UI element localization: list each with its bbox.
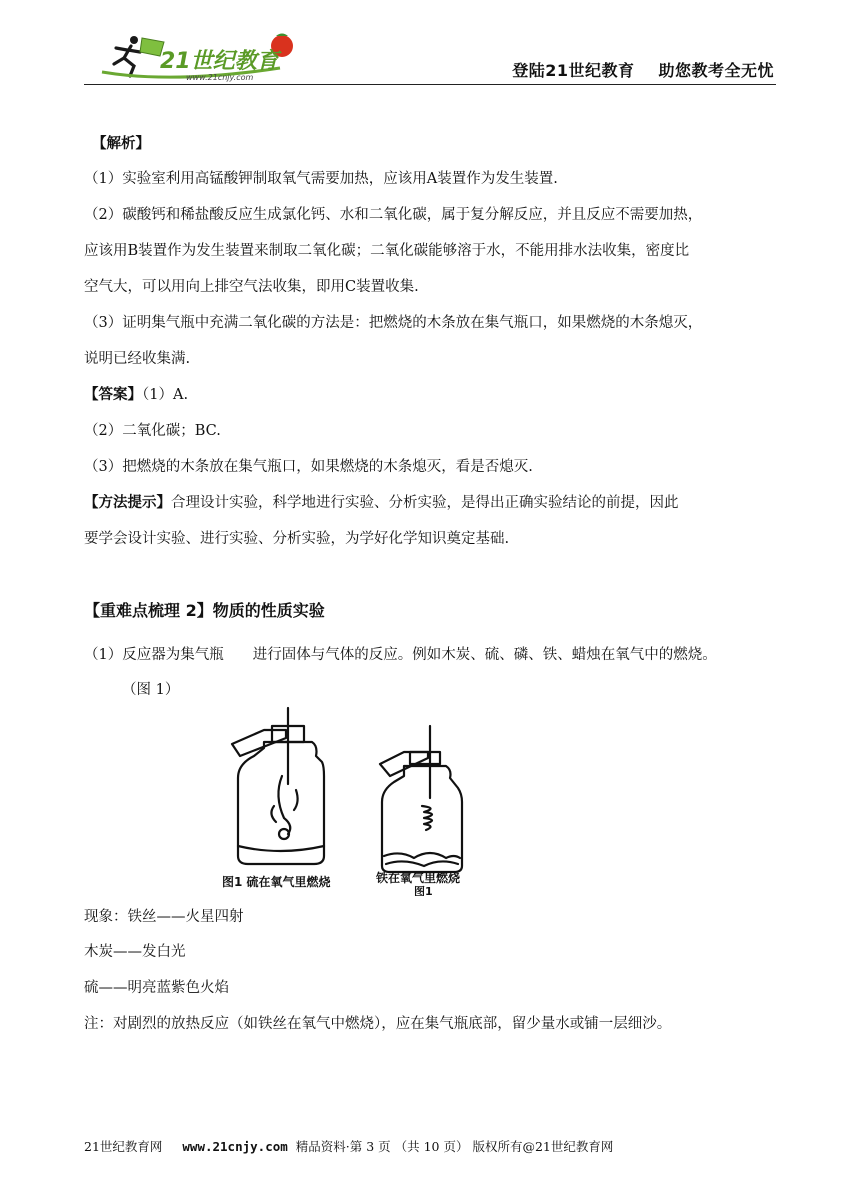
tip-line1 [84,493,679,514]
tip-tag: 【方法提示】 [84,495,171,511]
figure-combustion-jars [214,706,480,896]
answer-a2: （2）二氧化碳；BC. [84,423,221,439]
answer-a3: （3）把燃烧的木条放在集气瓶口，如果燃烧的木条熄灭，看是否熄灭. [84,459,533,475]
analysis-p2-line3: 空气大，可以用向上排空气法收集，即用C装置收集. [84,279,419,295]
tip-text1: 合理设计实验，科学地进行实验、分析实验，是得出正确实验结论的前提，因此 [171,495,679,511]
header-slogan-left: 登陆21世纪教育 [512,61,635,80]
tip-line2: 要学会设计实验、进行实验、分析实验，为学好化学知识奠定基础. [84,531,510,547]
phenomenon-sulfur: 硫——明亮蓝紫色火焰 [84,980,229,996]
answer-tag: 【答案】 [84,387,142,403]
phenomenon-iron: 现象：铁丝——火星四射 [84,909,244,925]
figure-caption-right-label: 图1 [414,885,433,896]
header-divider [84,84,776,85]
jar-sulfur-illustration [232,708,324,864]
figure-caption-left: 图1 硫在氧气里燃烧 [222,875,331,889]
analysis-p3-line2: 说明已经收集满. [84,351,191,367]
analysis-p2-line1: （2）碳酸钙和稀盐酸反应生成氯化钙、水和二氧化碳，属于复分解反应，并且反应不需要加热， [84,207,703,223]
section-title: 【重难点梳理 2】物质的性质实验 [84,601,325,620]
footer-left: 21世纪教育网 [84,1139,163,1154]
analysis-p2-line2: 应该用B装置作为发生装置来制取二氧化碳；二氧化碳能够溶于水，不能用排水法收集，密度比 [84,243,690,259]
analysis-tag: 【解析】 [92,136,150,152]
logo-21cnjy [94,28,304,84]
figure-caption-right: 铁在氧气里燃烧 [376,871,461,885]
footer-site-link[interactable]: www.21cnjy.com [182,1139,288,1154]
answer-line1 [84,385,188,406]
svg-text:www.21cnjy.com: www.21cnjy.com [186,73,254,82]
safety-note: 注：对剧烈的放热反应（如铁丝在氧气中燃烧），应在集气瓶底部，留少量水或铺一层细沙。 [84,1016,672,1032]
page-footer [84,1137,613,1155]
jar-iron-illustration [380,726,462,872]
section2-p1: （1）反应器为集气瓶 进行固体与气体的反应。例如木炭、硫、磷、铁、蜡烛在氧气中的燃烧。 [84,647,717,663]
analysis-p3-line1: （3）证明集气瓶中充满二氧化碳的方法是：把燃烧的木条放在集气瓶口，如果燃烧的木条熄灭， [84,315,703,331]
answer-a1: （1）A. [142,387,189,403]
header-slogan [488,58,774,81]
footer-right: 精品资料·第 3 页 （共 10 页） 版权所有@21世纪教育网 [295,1139,614,1154]
svg-text:21世纪教育: 21世纪教育 [160,49,279,74]
page-header [84,28,776,84]
analysis-p1: （1）实验室利用高锰酸钾制取氧气需要加热，应该用A装置作为发生装置. [84,171,558,187]
phenomenon-charcoal: 木炭——发白光 [84,944,186,960]
header-slogan-right: 助您教考全无忧 [658,61,774,80]
figure-reference: （图 1） [122,682,180,698]
